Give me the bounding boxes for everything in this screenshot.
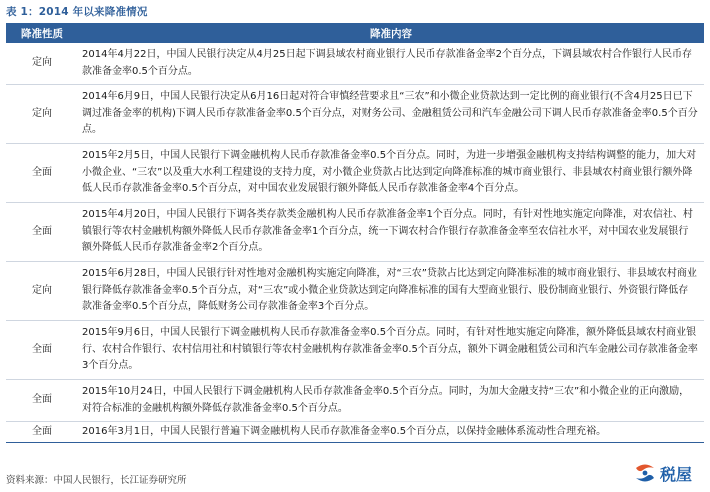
table-row	[6, 85, 704, 144]
table-title: 表 1：2014 年以来降准情况	[6, 6, 148, 18]
row-content: 2015年10月24日，中国人民银行下调金融机构人民币存款准备金率0.5个百分点。同时，为加大金融支持“三农”和小微企业的正向激励，对符合标准的金融机构额外降低存款准备金率0.5个百分点。	[78, 380, 704, 422]
table-row	[6, 144, 704, 203]
row-content: 2016年3月1日，中国人民银行普遍下调金融机构人民币存款准备金率0.5个百分点，以保持金融体系流动性合理充裕。	[78, 422, 704, 443]
row-type: 全面	[6, 422, 78, 443]
row-content: 2015年2月5日，中国人民银行下调金融机构人民币存款准备金率0.5个百分点。同时，为进一步增强金融机构支持结构调整的能力，加大对小微企业、“三农”以及重大水利工程建设的支持力度，对小微企业贷款占比达到定向降准标准的城市商业银行、非县域农村商业银行额外降低人民币存款准备金率0.5个百分点，对中国农业发展银行额外降低人民币存款准备金率4个百分点。	[78, 144, 704, 203]
table-row	[6, 422, 704, 443]
row-type: 定向	[6, 43, 78, 85]
watermark-logo	[632, 458, 708, 488]
watermark-text: 税屋	[660, 464, 693, 484]
row-type: 全面	[6, 321, 78, 380]
row-type: 定向	[6, 85, 78, 144]
swirl-logo-icon	[632, 460, 658, 486]
row-type: 定向	[6, 262, 78, 321]
table-row	[6, 321, 704, 380]
row-content: 2015年4月20日，中国人民银行下调各类存款类金融机构人民币存款准备金率1个百分点。同时，有针对性地实施定向降准，对农信社、村镇银行等农村金融机构额外降低人民币存款准备金率1个百分点，统一下调农村合作银行存款准备金率至农信社水平，对中国农业发展银行额外降低人民币存款准备金率2个百分点。	[78, 203, 704, 262]
row-content: 2014年6月9日，中国人民银行决定从6月16日起对符合审慎经营要求且“三农”和小微企业贷款达到一定比例的商业银行(不含4月25日已下调过准备金率的机构)下调人民币存款准备金率0.5个百分点，对财务公司、金融租赁公司和汽车金融公司下调人民币存款准备金率0.5个百分点。	[78, 85, 704, 144]
table-row	[6, 203, 704, 262]
table-row	[6, 262, 704, 321]
header-content: 降准内容	[78, 23, 704, 43]
row-type: 全面	[6, 203, 78, 262]
header-type: 降准性质	[6, 23, 78, 43]
row-content: 2015年9月6日，中国人民银行下调金融机构人民币存款准备金率0.5个百分点。同时，有针对性地实施定向降准，额外降低县域农村商业银行、农村合作银行、农村信用社和村镇银行等农村金融机构存款准备金率0.5个百分点，额外下调金融租赁公司和汽车金融公司存款准备金率3个百分点。	[78, 321, 704, 380]
row-content: 2015年6月28日，中国人民银行针对性地对金融机构实施定向降准，对“三农”贷款占比达到定向降准标准的城市商业银行、非县域农村商业银行降低存款准备金率0.5个百分点，对“三农”或小微企业贷款达到定向降准标准的国有大型商业银行、股份制商业银行、外资银行降低存款准备金率0.5个百分点，降低财务公司存款准备金率3个百分点。	[78, 262, 704, 321]
source-note: 资料来源：中国人民银行，长江证券研究所	[6, 475, 187, 486]
row-content: 2014年4月22日，中国人民银行决定从4月25日起下调县域农村商业银行人民币存款准备金率2个百分点，下调县域农村合作银行人民币存款准备金率0.5个百分点。	[78, 43, 704, 85]
row-type: 全面	[6, 144, 78, 203]
table-row	[6, 380, 704, 422]
table-row	[6, 43, 704, 85]
table-header-row	[6, 23, 704, 43]
rrr-cut-table	[6, 23, 704, 443]
row-type: 全面	[6, 380, 78, 422]
